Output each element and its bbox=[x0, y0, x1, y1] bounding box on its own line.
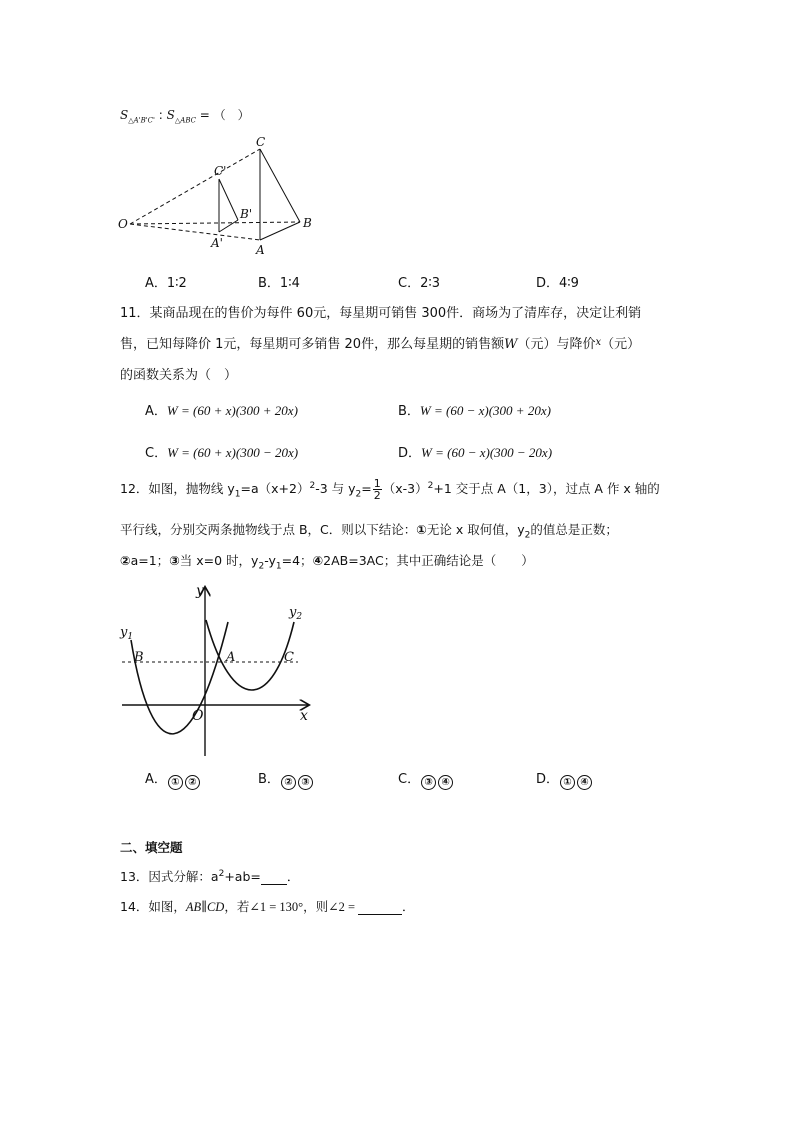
answer-blank[interactable] bbox=[261, 869, 287, 885]
circled-2: ② bbox=[120, 553, 131, 568]
q10-option-b[interactable]: B．1∶4 bbox=[258, 276, 300, 291]
q11-option-c[interactable]: C．W = (60 + x)(300 − 20x) bbox=[145, 445, 299, 461]
q13: 13．因式分解：$a^2+ab=$ ． bbox=[120, 868, 300, 884]
curve-y1-label: $y_1$ bbox=[120, 625, 134, 642]
q11-line1: 11．某商品现在的售价为每件 60元，每星期可销售 300件．商场为了清库存，决定让利销 bbox=[120, 306, 642, 321]
q12-line2: 平行线，分别交两条抛物线于点 B，C．则以下结论：①无论 x 取何值，$y_2$的值总是正数； bbox=[120, 522, 618, 541]
point-C-label: C bbox=[284, 650, 294, 665]
axis-x-label: x bbox=[300, 708, 308, 724]
q11-line2: 售，已知每降价 1元，每星期可多销售 20件，那么每星期的销售额W（元）与降价$^x$（元） bbox=[120, 337, 641, 352]
area-symbol: S bbox=[120, 108, 129, 122]
q14: 14．如图，AB∥CD，若∠1 = 130°，则∠2 = ． bbox=[120, 899, 415, 914]
answer-blank[interactable] bbox=[358, 899, 402, 915]
q10-option-c[interactable]: C．2∶3 bbox=[398, 276, 441, 291]
point-B-label: B bbox=[134, 650, 144, 665]
fraction-one-half: $\frac{1}{2}$ bbox=[373, 477, 381, 502]
circled-4: ④ bbox=[312, 553, 324, 568]
label-B: B bbox=[303, 216, 312, 230]
curve-y2-label: $y_2$ bbox=[289, 605, 303, 622]
q12-line3: ②a=1；③当 x=0 时，$y_2-y_1=4$；④2AB=3AC；其中正确结论是（ ） bbox=[120, 553, 534, 572]
q11-option-a[interactable]: A．W = (60 + x)(300 + 20x) bbox=[145, 403, 298, 419]
q10-option-d[interactable]: D．4∶9 bbox=[536, 276, 579, 291]
label-A: A bbox=[256, 243, 265, 257]
circled-1: ① bbox=[416, 522, 427, 537]
q12-option-d[interactable]: D． ① ④ bbox=[536, 768, 593, 790]
q10-figure bbox=[110, 135, 320, 260]
label-B-prime: B' bbox=[240, 207, 253, 221]
q12-line1: 12．如图，抛物线 $y_1=a(x+2)^2-3$ 与 $y_2=$ $\frac{1}{2}$ $(x-3)^2+1$ 交于点 A（1，3），过点 A 作 x 轴的 bbox=[120, 477, 660, 502]
q11-line3: 的函数关系为（ ） bbox=[120, 368, 238, 383]
label-C-prime: C' bbox=[214, 164, 227, 178]
q11-option-d[interactable]: D．W = (60 − x)(300 − 20x) bbox=[398, 445, 553, 461]
q11-option-b[interactable]: B．W = (60 − x)(300 + 20x) bbox=[398, 403, 551, 419]
label-A-prime: A' bbox=[211, 236, 223, 250]
label-O: O bbox=[118, 217, 128, 231]
q12-option-b[interactable]: B． ② ③ bbox=[258, 768, 314, 790]
q10-ratio: $S_{\triangle A'B'C'}$ : $S_{\triangle ABC}$ = （ ） bbox=[120, 108, 250, 125]
q12-option-c[interactable]: C． ③ ④ bbox=[398, 768, 454, 790]
origin-label: O bbox=[192, 708, 204, 724]
q12-graph bbox=[112, 578, 317, 760]
q12-option-a[interactable]: A． ① ② bbox=[145, 768, 201, 790]
q10-option-a[interactable]: A．1∶2 bbox=[145, 276, 187, 291]
section-title: 二、填空题 bbox=[120, 840, 183, 855]
circled-3: ③ bbox=[169, 553, 180, 568]
axis-y-label: y bbox=[196, 583, 204, 599]
point-A-label: A bbox=[226, 650, 236, 665]
label-C: C bbox=[256, 135, 266, 149]
